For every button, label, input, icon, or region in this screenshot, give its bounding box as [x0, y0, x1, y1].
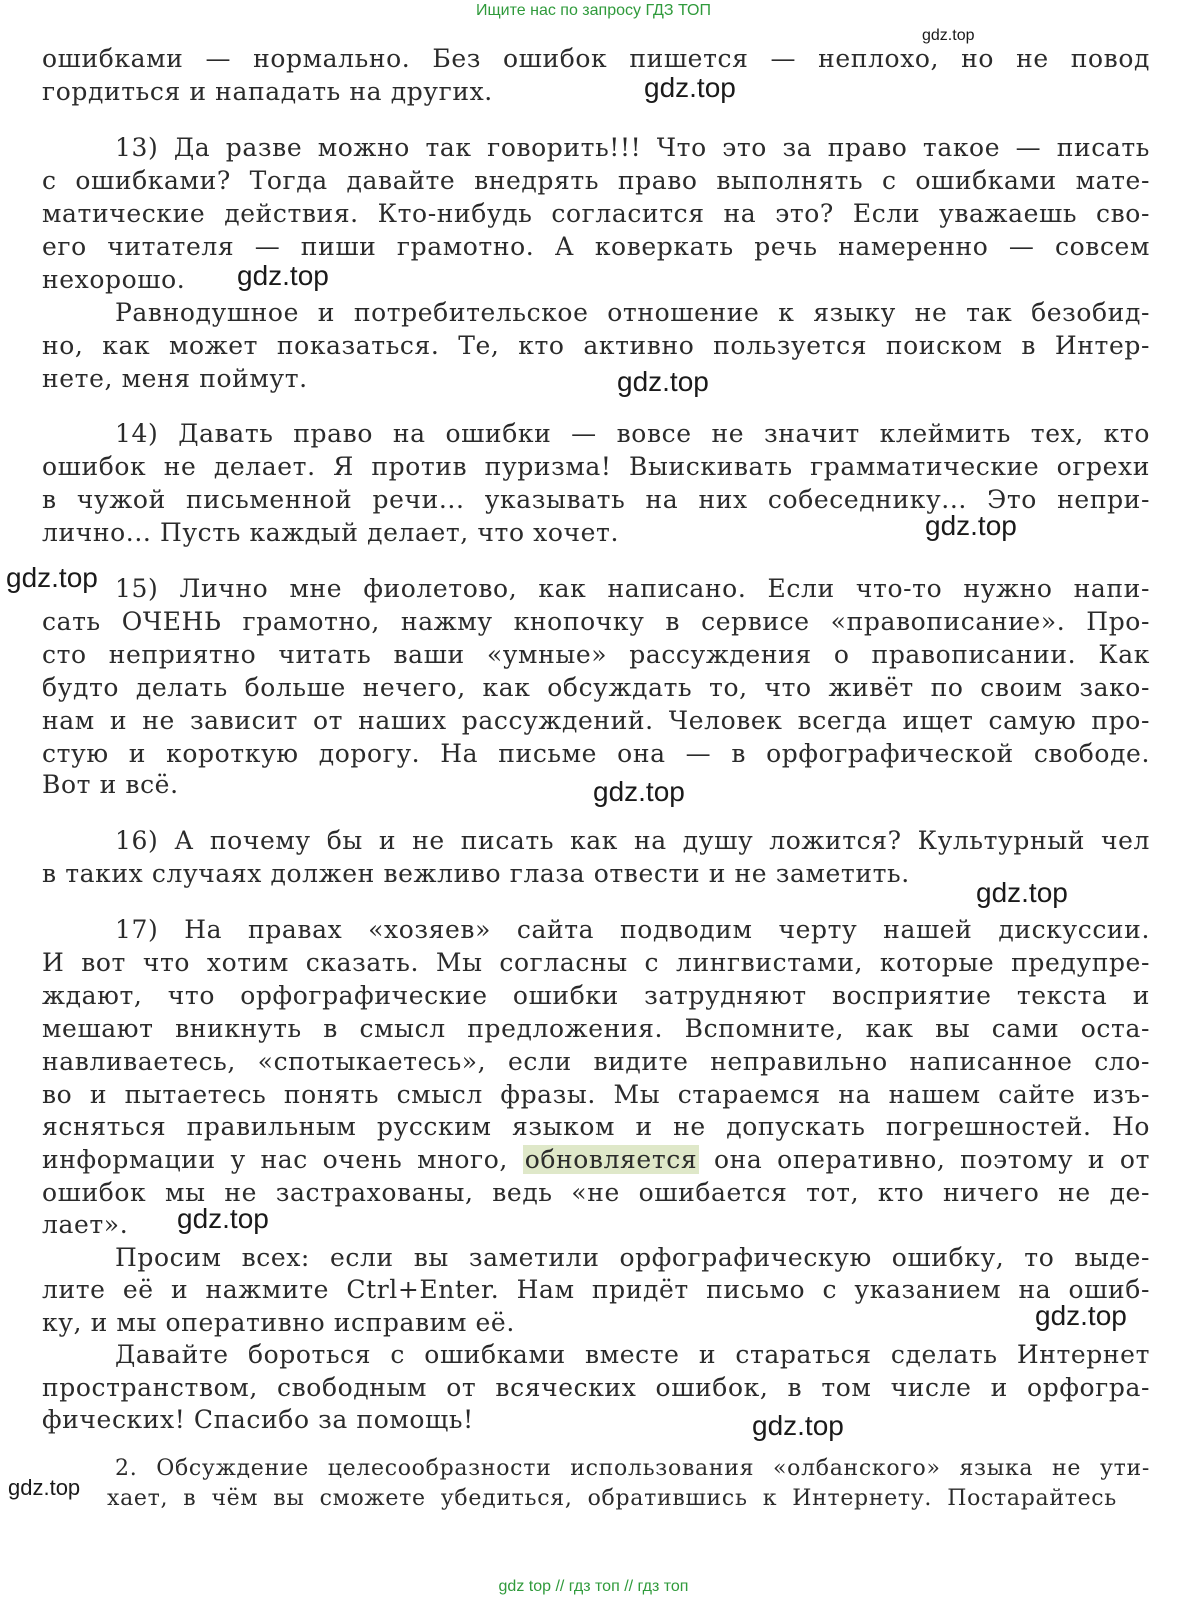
- text-line: лите её и нажмите Ctrl+Enter. Нам придёт письмо с указанием на ошиб-: [42, 1275, 1150, 1304]
- task-2-text: хает, в чём вы сможете убедиться, обратившись к Интернету. Постарайтесь: [107, 1486, 1117, 1511]
- text-fragment: информации у нас очень много,: [42, 1145, 508, 1174]
- bottom-banner[interactable]: gdz top // гдз топ // гдз топ: [498, 1578, 689, 1595]
- text-line: во и пытаетесь понять смысл фразы. Мы стараемся на нашем сайте изъ-: [42, 1080, 1150, 1109]
- watermark: gdz.top: [593, 776, 685, 807]
- top-banner[interactable]: Ищите нас по запросу ГДЗ ТОП: [476, 2, 711, 19]
- text-line: в таких случаях должен вежливо глаза отвести и не заметить.: [42, 859, 910, 888]
- highlighted-word[interactable]: обновляется: [524, 1145, 698, 1174]
- text-line: ошибок не делает. Я против пуризма! Выискивать грамматические огрехи: [42, 452, 1150, 481]
- watermark: gdz.top: [8, 1475, 81, 1500]
- watermark: gdz.top: [1035, 1300, 1127, 1331]
- watermark: gdz.top: [925, 510, 1017, 541]
- text-line: с ошибками? Тогда давайте внедрять право выполнять с ошибками мате-: [42, 166, 1150, 195]
- watermark: gdz.top: [752, 1410, 844, 1441]
- text-line: стую и короткую дорогу. На письме она — в орфографической свободе.: [42, 739, 1150, 768]
- watermark: gdz.top: [237, 260, 329, 291]
- watermark: gdz.top: [617, 366, 709, 397]
- watermark: gdz.top: [976, 877, 1068, 908]
- text-line: сать ОЧЕНЬ грамотно, нажму кнопочку в сервисе «правописание». Про-: [42, 607, 1150, 636]
- paragraph-15-start: 15) Лично мне фиолетово, как написано. Если что-то нужно напи-: [115, 574, 1150, 603]
- text-line: его читателя — пиши грамотно. А коверкать речь намеренно — совсем: [42, 232, 1150, 261]
- text-line: И вот что хотим сказать. Мы согласны с лингвистами, которые предупре-: [42, 948, 1150, 977]
- text-line: лично... Пусть каждый делает, что хочет.: [42, 518, 620, 547]
- text-line: ясняться правильным русским языком и не допускать погрешностей. Но: [42, 1112, 1150, 1141]
- text-line: пространством, свободным от всяческих ошибок, в том числе и орфогра-: [42, 1373, 1150, 1402]
- paragraph-17-start: 17) На правах «хозяев» сайта подводим черту нашей дискуссии.: [115, 915, 1150, 944]
- watermark: gdz.top: [177, 1203, 269, 1234]
- text-line: нете, меня поймут.: [42, 364, 308, 393]
- text-line: ку, и мы оперативно исправим её.: [42, 1308, 515, 1337]
- text-line: Давайте бороться с ошибками вместе и стараться сделать Интернет: [115, 1340, 1150, 1369]
- paragraph-13-start: 13) Да разве можно так говорить!!! Что это за право такое — писать: [115, 133, 1150, 162]
- text-line: ошибками — нормально. Без ошибок пишется — неплохо, но не повод: [42, 44, 1150, 73]
- text-line: Равнодушное и потребительское отношение к языку не так безобид-: [115, 298, 1150, 327]
- text-line: мешают вникнуть в смысл предложения. Вспомните, как вы сами оста-: [42, 1014, 1150, 1043]
- text-line: будто делать больше нечего, как обсуждать то, что живёт по своим зако-: [42, 673, 1150, 702]
- text-line: Вот и всё.: [42, 770, 179, 799]
- text-line: нехорошо.: [42, 265, 186, 294]
- text-line: [42, 1143, 1150, 1176]
- task-2-text: 2. Обсуждение целесообразности использования «олбанского» языка не ути-: [115, 1456, 1150, 1481]
- watermark: gdz.top: [6, 562, 98, 593]
- watermark: gdz.top: [922, 27, 975, 44]
- text-line: ждают, что орфографические ошибки затрудняют восприятие текста и: [42, 981, 1150, 1010]
- text-line: ошибок мы не застрахованы, ведь «не ошибается тот, кто ничего не де-: [42, 1178, 1150, 1207]
- text-line: гордиться и нападать на других.: [42, 77, 493, 106]
- text-line: навливаетесь, «спотыкаетесь», если видите неправильно написанное сло-: [42, 1047, 1150, 1076]
- paragraph-16-start: 16) А почему бы и не писать как на душу ложится? Культурный чел: [115, 826, 1150, 855]
- text-fragment: она оперативно, поэтому и от: [714, 1145, 1150, 1174]
- paragraph-14-start: 14) Давать право на ошибки — вовсе не значит клеймить тех, кто: [115, 419, 1150, 448]
- text-line: лает».: [42, 1210, 129, 1239]
- text-line: Просим всех: если вы заметили орфографическую ошибку, то выде-: [115, 1243, 1150, 1272]
- text-line: матические действия. Кто-нибудь согласится на это? Если уважаешь сво-: [42, 199, 1150, 228]
- text-line: нам и не зависит от наших рассуждений. Человек всегда ищет самую про-: [42, 706, 1150, 735]
- text-line: но, как может показаться. Те, кто активно пользуется поиском в Интер-: [42, 331, 1150, 360]
- watermark: gdz.top: [644, 72, 736, 103]
- text-line: фических! Спасибо за помощь!: [42, 1405, 474, 1434]
- text-line: сто неприятно читать ваши «умные» рассуждения о правописании. Как: [42, 640, 1150, 669]
- text-line: в чужой письменной речи... указывать на них собеседнику... Это непри-: [42, 485, 1150, 514]
